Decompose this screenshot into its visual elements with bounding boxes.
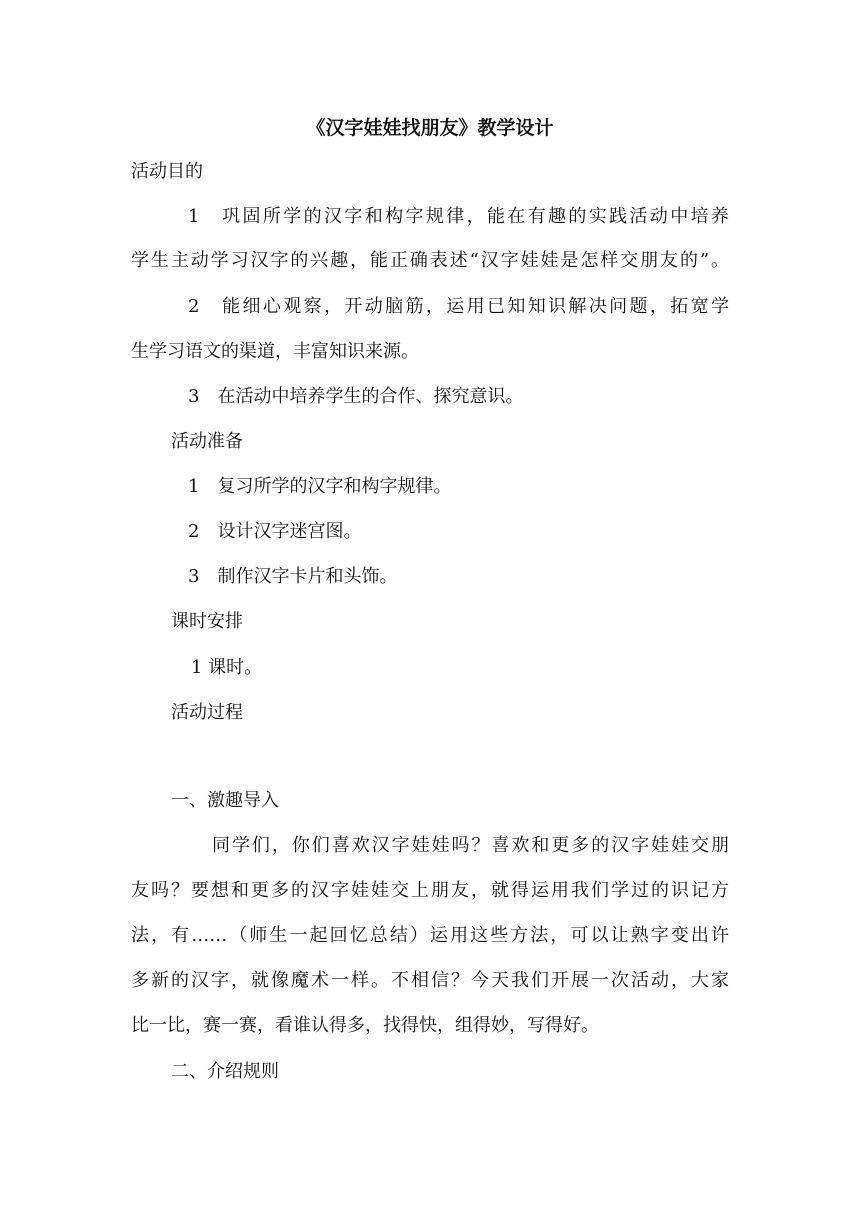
schedule-heading: 课时安排 (171, 611, 243, 632)
schedule-value: 1 课时。 (191, 657, 263, 678)
document-title: 《汉字娃娃找朋友》教学设计 (306, 117, 554, 139)
objective-2-line-2: 生学习语文的渠道，丰富知识来源。 (131, 341, 419, 362)
objective-1-line-1: 1 巩固所学的汉字和构字规律，能在有趣的实践活动中培养 (188, 206, 729, 227)
objective-3: 3 在活动中培养学生的合作、探究意识。 (188, 386, 524, 407)
preparation-heading: 活动准备 (171, 431, 243, 452)
section-1-paragraph-line-1: 同学们，你们喜欢汉字娃娃吗？喜欢和更多的汉字娃娃交朋 (212, 835, 729, 856)
section-1-paragraph-line-2: 友吗？要想和更多的汉字娃娃交上朋友，就得运用我们学过的识记方 (131, 880, 729, 901)
section-2-heading: 二、介绍规则 (171, 1061, 279, 1082)
preparation-item-2: 2 设计汉字迷宫图。 (188, 521, 362, 542)
objective-2-line-1: 2 能细心观察，开动脑筋，运用已知知识解决问题，拓宽学 (188, 296, 729, 317)
process-heading: 活动过程 (171, 702, 243, 723)
preparation-item-1: 1 复习所学的汉字和构字规律。 (188, 476, 452, 497)
objective-1-line-2: 学生主动学习汉字的兴趣，能正确表述“汉字娃娃是怎样交朋友的”。 (131, 250, 729, 271)
objectives-heading: 活动目的 (131, 161, 203, 182)
preparation-item-3: 3 制作汉字卡片和头饰。 (188, 566, 398, 587)
section-1-paragraph-line-4: 多新的汉字，就像魔术一样。不相信？今天我们开展一次活动，大家 (131, 970, 729, 991)
section-1-paragraph-line-3: 法，有……（师生一起回忆总结）运用这些方法，可以让熟字变出许 (131, 925, 729, 946)
section-1-heading: 一、激趣导入 (171, 790, 279, 811)
section-1-paragraph-line-5: 比一比，赛一赛，看谁认得多，找得快，组得妙，写得好。 (131, 1015, 599, 1036)
